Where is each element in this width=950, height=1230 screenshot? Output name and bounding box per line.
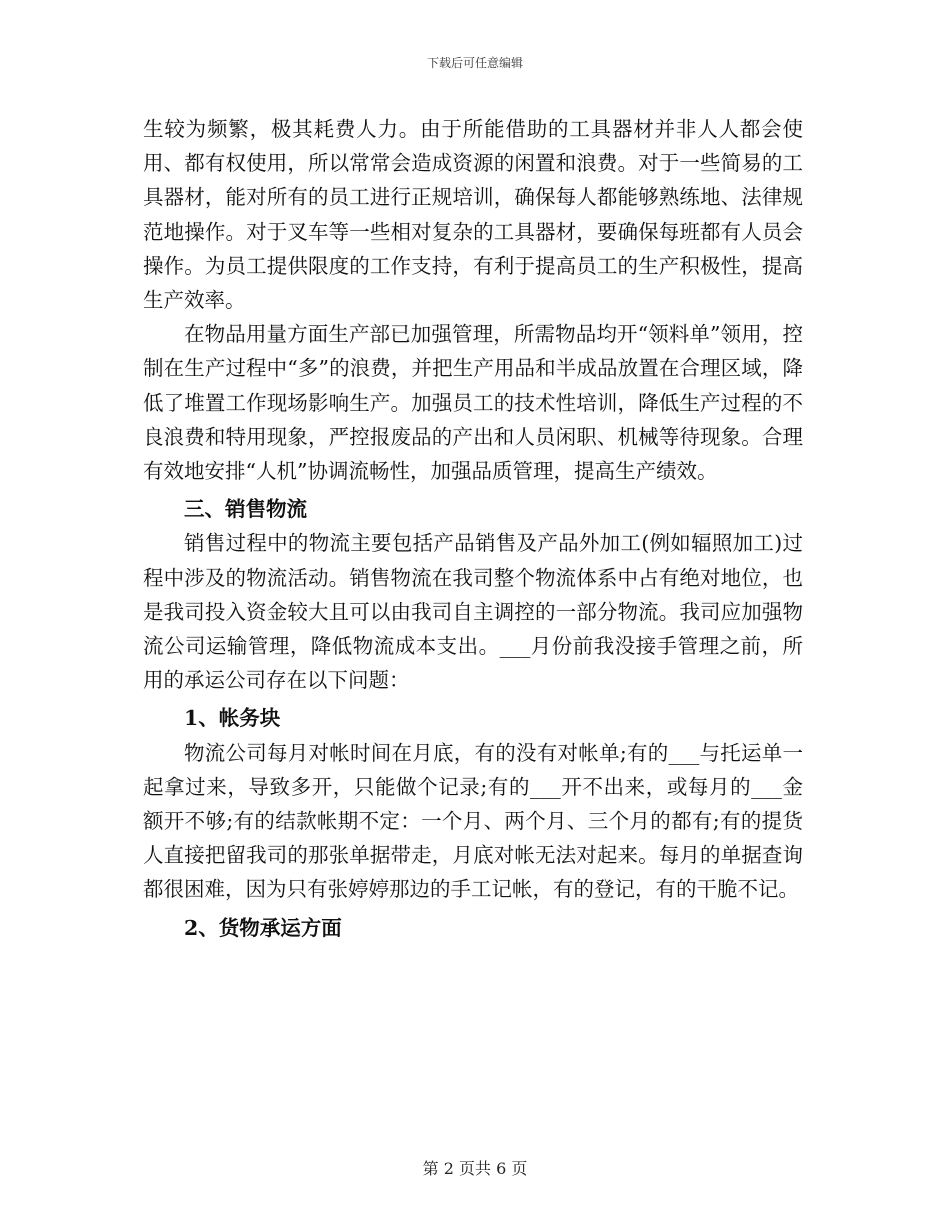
paragraph-accounts: 物流公司每月对帐时间在月底，有的没有对帐单;有的___与托运单一起拿过来，导致多开，只能做个记录;有的___开不出来，或每月的___金额开不够;有的结款帐期不定：一个月、两个月、三个月的都有;有的提货人直接把留我司的那张单据带走，月底对帐无法对起来。每月的单据查询都很困难，因为只有张婷婷那边的手工记帐，有的登记，有的干脆不记。	[143, 740, 803, 902]
document-body	[143, 112, 803, 945]
paragraph-materials: 在物品用量方面生产部已加强管理，所需物品均开“领料单”领用，控制在生产过程中“多”的浪费，并把生产用品和半成品放置在合理区域，降低了堆置工作现场影响生产。加强员工的技术性培训，降低生产过程的不良浪费和特用现象，严控报废品的产出和人员闲职、机械等待现象。合理有效地安排“人机”协调流畅性，加强品质管理，提高生产绩效。	[143, 322, 803, 484]
paragraph-sales-logistics: 销售过程中的物流主要包括产品销售及产品外加工(例如辐照加工)过程中涉及的物流活动。销售物流在我司整个物流体系中占有绝对地位，也是我司投入资金较大且可以由我司自主调控的一部分物流。我司应加强物流公司运输管理，降低物流成本支出。___月份前我没接手管理之前，所用的承运公司存在以下问题：	[143, 531, 803, 693]
section-heading-sales-logistics: 三、销售物流	[184, 497, 307, 522]
subheading-cargo-transport: 2、货物承运方面	[184, 915, 342, 940]
subheading-accounts: 1、帐务块	[184, 706, 281, 731]
page-header: 下载后可任意编辑	[426, 56, 523, 70]
paragraph-tools: 生较为频繁，极其耗费人力。由于所能借助的工具器材并非人人都会使用、都有权使用，所以常常会造成资源的闲置和浪费。对于一些简易的工具器材，能对所有的员工进行正规培训，确保每人都能够熟练地、法律规范地操作。对于叉车等一些相对复杂的工具器材，要确保每班都有人员会操作。为员工提供限度的工作支持，有利于提高员工的生产积极性，提高生产效率。	[143, 117, 803, 313]
page-number: 第 2 页共 6 页	[422, 1159, 528, 1178]
